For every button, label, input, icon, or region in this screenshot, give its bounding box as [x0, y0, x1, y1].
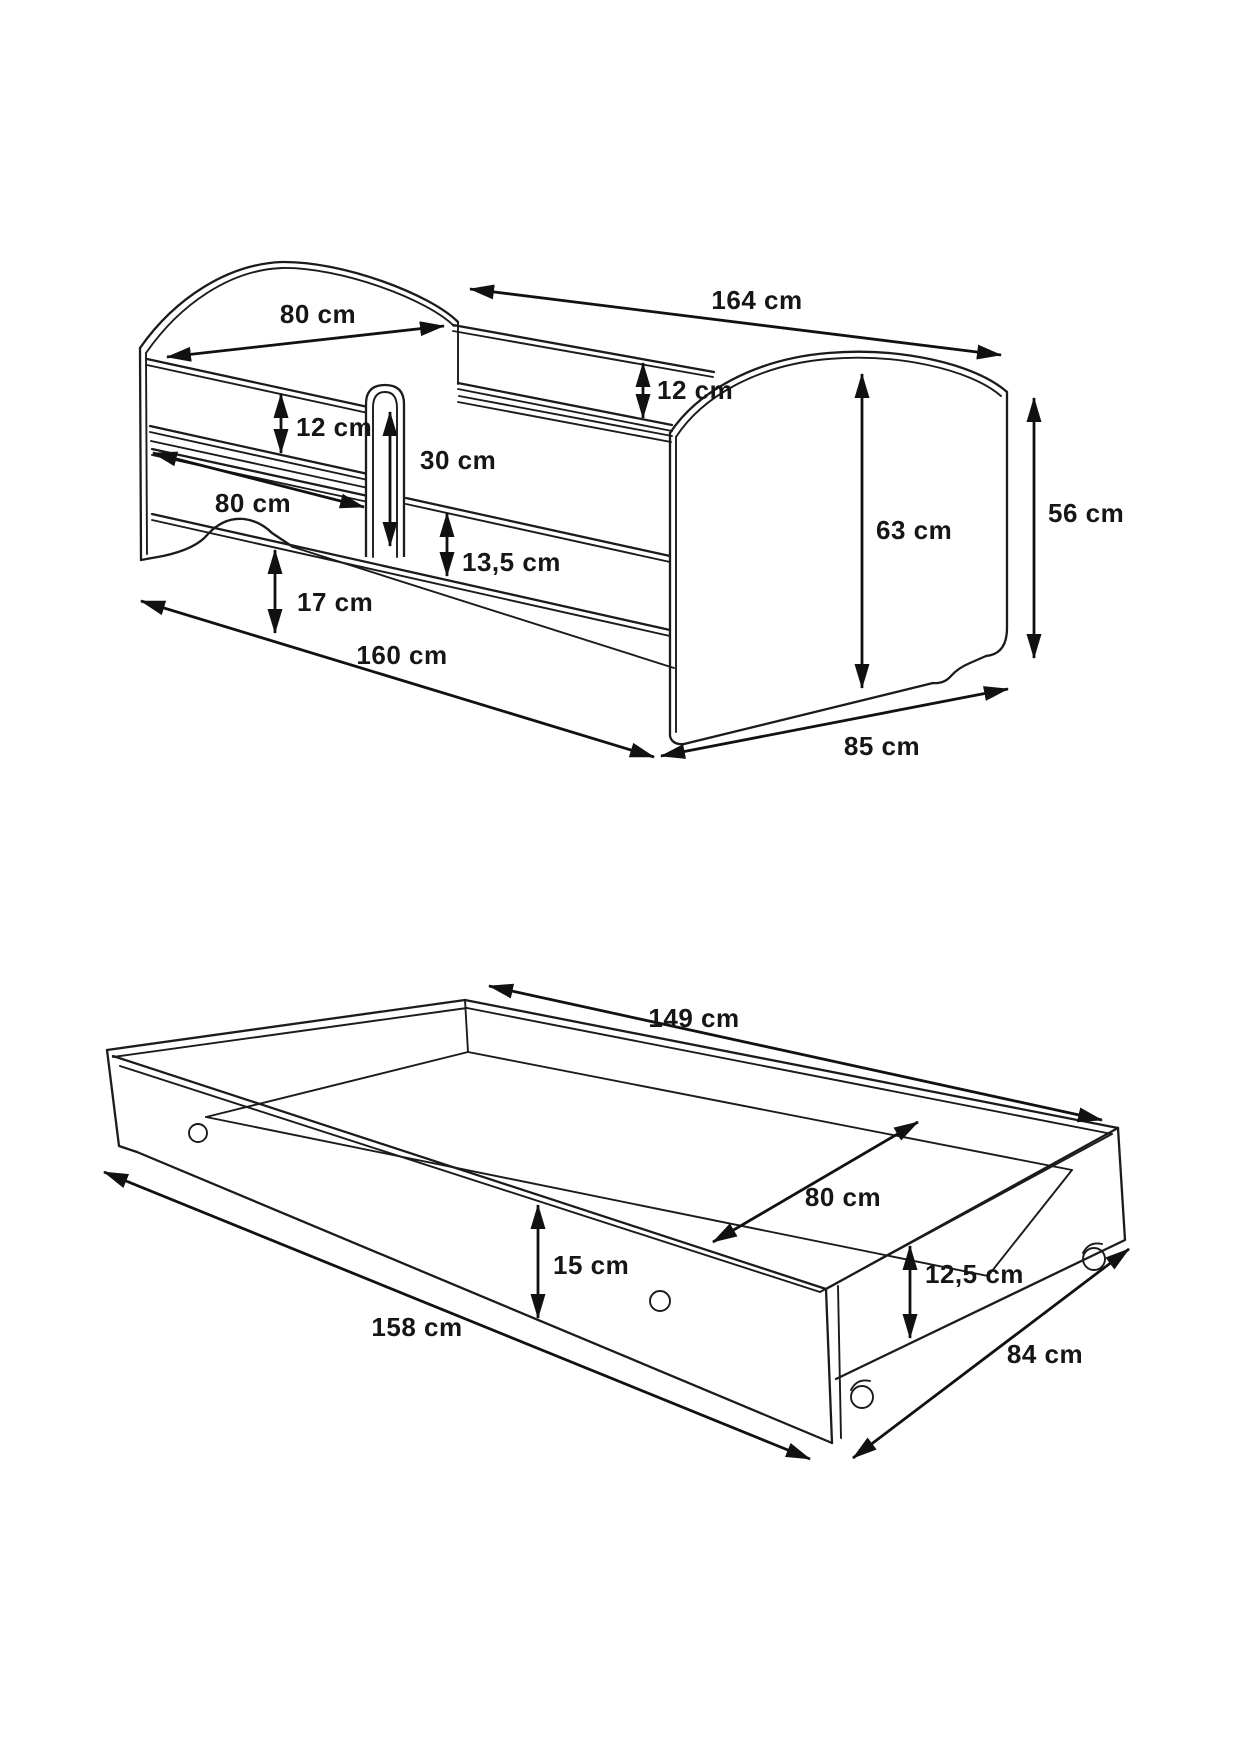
mattress-strip-bottom [458, 402, 671, 442]
dimension-label: 56 cm [1048, 498, 1125, 528]
caster-wheel-front [851, 1386, 873, 1408]
drawer-front-rim [113, 1056, 826, 1289]
drawer-left-rim-inner [113, 1008, 467, 1057]
dimension-label: 80 cm [804, 1182, 882, 1212]
drawer-front-bottom-edge [137, 1152, 832, 1443]
dimension-label: 63 cm [876, 515, 953, 545]
footboard-panel [670, 352, 1007, 744]
drawer-front-right-edge-inner [838, 1286, 841, 1438]
drawer-dimension-arrows [104, 986, 1129, 1459]
drawer-floor-back-edge [468, 1052, 1072, 1170]
dim-arrow-inner-bed-length [141, 601, 654, 757]
dimension-label: 15 cm [553, 1250, 630, 1280]
dim-arrow-bed-width [661, 689, 1008, 756]
drawer-floor-left-edge [206, 1052, 468, 1117]
drawer-left-cap-edge [107, 1050, 137, 1152]
mattress-strip-top [459, 396, 672, 436]
footboard-bottom-leg-cutout [684, 656, 986, 744]
headboard-left-edge-inner [146, 353, 147, 554]
dimension-label: 84 cm [1006, 1339, 1084, 1369]
dimension-label: 160 cm [356, 640, 448, 670]
dimension-label: 80 cm [279, 299, 357, 329]
drawer-back-rim [465, 1000, 1118, 1128]
back-rail-top [453, 325, 714, 372]
drawer-front-right-edge [826, 1289, 832, 1443]
side-rails-right [406, 325, 714, 562]
dimension-label: 12 cm [657, 375, 734, 405]
drawer-left-rim [107, 1000, 465, 1050]
upper-rail-top-inner [147, 365, 368, 413]
dimension-label: 17 cm [297, 587, 374, 617]
back-rail-top-inner [453, 331, 713, 377]
bed-frame-diagram [140, 262, 1124, 761]
dim-arrow-headboard-width [167, 326, 444, 357]
dimension-label: 80 cm [214, 488, 292, 518]
dimension-label: 30 cm [420, 445, 497, 475]
safety-barrier [366, 385, 404, 557]
dimension-label: 12 cm [296, 412, 373, 442]
dimension-label: 12,5 cm [925, 1259, 1024, 1289]
lower-rail-bottom [152, 514, 670, 630]
lower-rail-bottom-inner [152, 520, 670, 636]
dimension-label: 149 cm [648, 1003, 740, 1033]
dimension-label: 13,5 cm [462, 547, 561, 577]
drawer-box [107, 1000, 1125, 1443]
dim-arrow-drawer-inner-length [489, 986, 1102, 1120]
dimension-label: 164 cm [711, 285, 803, 315]
footboard-left-edge [670, 433, 684, 744]
upper-rail-top [147, 359, 368, 407]
drawer-handle-hole-left [189, 1124, 207, 1142]
drawer-diagram [104, 986, 1129, 1459]
headboard-left-edge [140, 348, 141, 560]
dimension-label: 158 cm [371, 1312, 463, 1342]
dimension-label: 85 cm [843, 731, 921, 761]
back-rail-bottom [458, 383, 672, 425]
drawer-handle-hole-right [650, 1291, 670, 1311]
footboard-right-edge [986, 392, 1007, 656]
back-rail-bottom-inner [458, 389, 672, 431]
safety-barrier-outer [366, 385, 404, 557]
